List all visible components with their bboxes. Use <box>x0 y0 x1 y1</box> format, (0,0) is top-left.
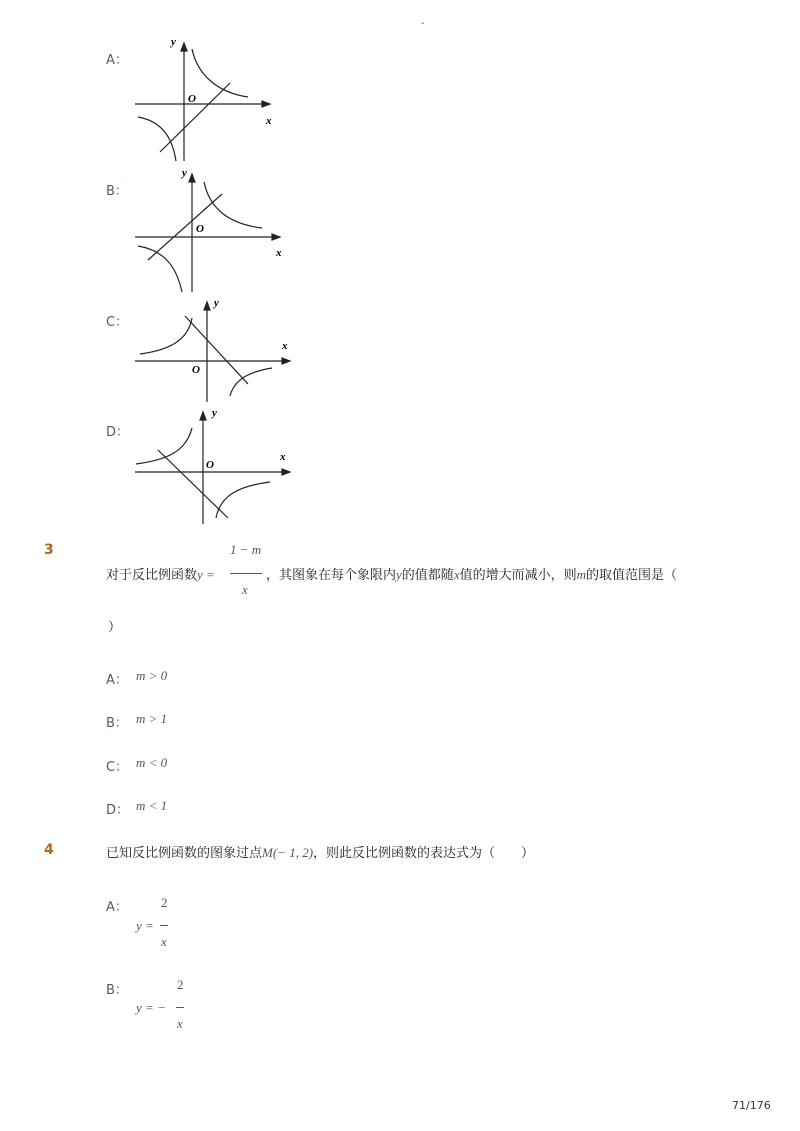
x-axis-label: x <box>282 340 288 352</box>
q4-option-b-lhs[interactable]: y = − <box>136 1000 166 1015</box>
q3-option-c-label[interactable]: C： <box>106 760 129 775</box>
q3-option-d-label[interactable]: D： <box>106 803 130 818</box>
x-axis-label: x <box>280 451 286 463</box>
y-axis-label: y <box>214 297 219 309</box>
question-number-3: 3 <box>44 542 54 558</box>
header-mark: - <box>421 18 425 29</box>
y-axis-label: y <box>171 36 176 48</box>
q2-option-a-label[interactable]: A： <box>106 53 128 68</box>
q3-func-numerator: 1 − m <box>230 542 262 557</box>
origin-label: O <box>206 459 214 471</box>
q2-option-d-label[interactable]: D： <box>106 425 130 440</box>
q2-option-d-graph[interactable] <box>130 406 300 528</box>
q3-func-denominator: x <box>242 582 248 597</box>
origin-label: O <box>192 364 200 376</box>
page-number: 71/176 <box>732 1099 771 1112</box>
q3-option-b-label[interactable]: B： <box>106 716 128 731</box>
origin-label: O <box>196 223 204 235</box>
y-axis-label: y <box>212 407 217 419</box>
q4-option-b-label[interactable]: B： <box>106 983 128 998</box>
q3-text-1: ，其图象在每个象限内 <box>266 568 397 583</box>
x-axis-label: x <box>276 247 282 259</box>
q3-fraction-bar <box>230 573 262 574</box>
q3-close-paren: ） <box>108 620 122 635</box>
x-axis-label: x <box>266 115 272 127</box>
q3-text-2: 的值都随 <box>401 568 454 583</box>
q4-point: M(− 1, 2) <box>262 845 314 860</box>
question-3-text <box>106 564 215 583</box>
q3-option-b-expr[interactable]: m > 1 <box>136 711 168 726</box>
q3-option-c-expr[interactable]: m < 0 <box>136 755 168 770</box>
q3-func-lhs: y = <box>197 567 215 582</box>
q3-var-y: y <box>396 567 402 582</box>
q4-option-a-fraction-bar <box>160 925 168 926</box>
q2-option-c-label[interactable]: C： <box>106 315 129 330</box>
q3-text-before: 对于反比例函数 <box>106 568 198 583</box>
q4-option-b-numerator: 2 <box>177 977 184 992</box>
origin-label: O <box>188 93 196 105</box>
q4-option-b-denominator: x <box>177 1016 183 1031</box>
q2-option-b-graph[interactable] <box>130 166 290 294</box>
q3-text-4: 的取值范围是（ <box>586 568 678 583</box>
question-3-text-rest <box>266 564 677 583</box>
q4-option-a-lhs[interactable]: y = <box>136 918 154 933</box>
q4-text-before: 已知反比例函数的图象过点 <box>106 846 263 861</box>
q3-var-x: x <box>453 567 460 582</box>
q2-option-b-label[interactable]: B： <box>106 184 128 199</box>
q4-option-a-numerator: 2 <box>161 895 168 910</box>
q4-text-after: ，则此反比例函数的表达式为（ ） <box>313 846 535 861</box>
q4-option-a-label[interactable]: A： <box>106 900 128 915</box>
q3-option-d-expr[interactable]: m < 1 <box>136 798 168 813</box>
q4-option-a-denominator: x <box>161 934 167 949</box>
q3-text-3: 值的增大而减小，则 <box>459 568 577 583</box>
q3-option-a-expr[interactable]: m > 0 <box>136 668 168 683</box>
q4-option-b-fraction-bar <box>176 1007 184 1008</box>
q3-var-m: m <box>576 567 586 582</box>
question-4-text <box>106 842 534 861</box>
y-axis-label: y <box>182 167 187 179</box>
q2-option-a-graph[interactable] <box>130 35 280 163</box>
question-number-4: 4 <box>44 842 54 858</box>
q2-option-c-graph[interactable] <box>130 296 300 404</box>
q3-option-a-label[interactable]: A： <box>106 673 128 688</box>
